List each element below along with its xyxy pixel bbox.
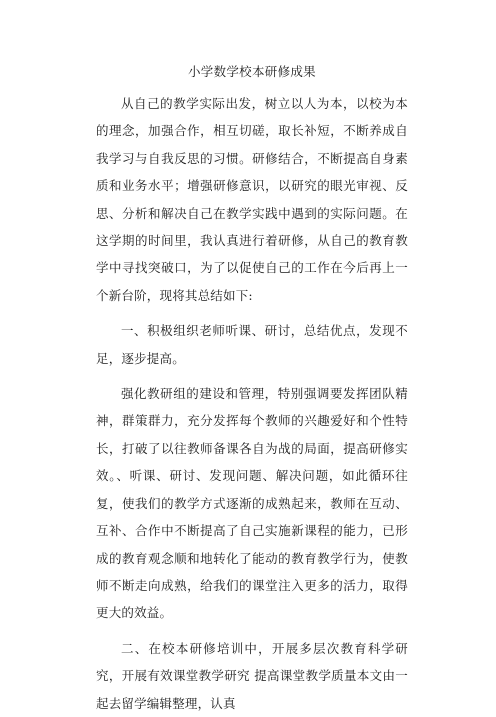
paragraph-section-1-body: 强化教研组的建设和管理，特别强调要发挥团队精神，群策群力，充分发挥每个教师的兴趣爱好和个性特长，打破了以往教师备课各自为战的局面，提高研修实效。、听课、研讨、发现问题、解决问题，如此循环往复，使我们的教学方式逐渐的成熟起来，教师在互动、互补、合作中不断提高了自己实施新课程的能力，已形成的教育观念顺和地转化了能动的教育教学行为，使教师不断走向成熟，给我们的课堂注入更多的活力，取得更大的效益。 xyxy=(96,386,408,621)
document-title: 小学数学校本研修成果 xyxy=(187,64,316,79)
paragraph-section-2-heading: 二、在校本研修培训中，开展多层次教育科学研究，开展有效课堂教学研究 提高课堂教学质量本文由一起去留学编辑整理，认真 xyxy=(96,640,408,711)
paragraph-section-1-heading: 一、积极组织老师听课、研讨，总结优点，发现不足，逐步提高。 xyxy=(96,323,408,366)
paragraph-intro: 从自己的教学实际出发，树立以人为本，以校为本的理念，加强合作，相互切磋，取长补短，不断养成自我学习与自我反思的习惯。研修结合，不断提高自身素质和业务水平；增强研修意识，以研究的眼光审视、反思、分析和解决自己在教学实践中遇到的实际问题。在这学期的时间里，我认真进行着研修，从自己的教育教学中寻找突破口，为了以促使自己的工作在今后再上一个新台阶，现将其总结如下: xyxy=(96,96,408,303)
